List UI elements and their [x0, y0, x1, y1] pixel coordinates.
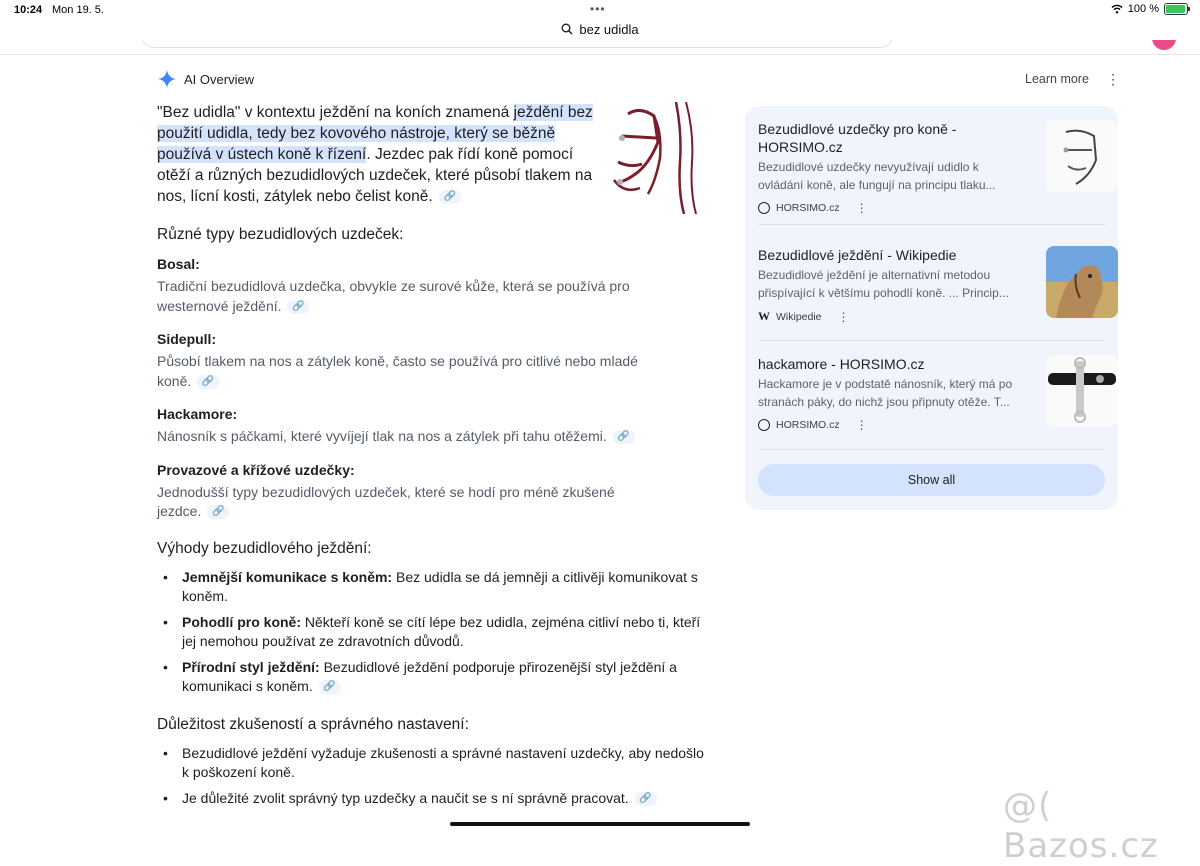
importance-text: Je důležité zvolit správný typ uzdečky a naučit se s ní správně pracovat. [182, 789, 629, 806]
type-name: Sidepull: [157, 331, 217, 347]
benefit-text: Bez udidla se dá jemněji a citlivěji komunikovat s koněm. [182, 568, 698, 604]
intro-text-1: "Bez udidla" v kontextu ježdění na koních znamená [157, 104, 514, 121]
horsimo-favicon-icon [758, 419, 770, 431]
status-date: Mon 19. 5. [52, 4, 104, 16]
source-card[interactable] [758, 246, 1106, 324]
home-indicator[interactable] [450, 822, 750, 826]
wikipedia-icon: W [758, 309, 770, 323]
status-indicators [1111, 3, 1188, 15]
benefit-title: Přírodní styl ježdění: [182, 658, 320, 675]
battery-percent: 100 % [1127, 3, 1159, 15]
type-name: Hackamore: [157, 406, 238, 422]
importance-list [157, 744, 713, 809]
source-title[interactable]: Bezudidlové ježdění - Wikipedie [758, 247, 957, 263]
type-desc-text: Tradiční bezudidlová uzdečka, obvykle ze surové kůže, která se používá pro westernové ježdění. [157, 278, 630, 314]
benefit-text: Bezudidlové ježdění podporuje přirozenější styl ježdění a komunikaci s koněm. [182, 658, 677, 694]
benefits-list [157, 568, 713, 697]
source-link-icon[interactable]: 🔗 [207, 505, 229, 519]
type-desc-text: Nánosník s páčkami, které vyvíjejí tlak na nos a zátylek při tahu otěžemi. [157, 428, 607, 444]
source-thumbnail[interactable] [1046, 246, 1118, 318]
search-box-fragment[interactable] [140, 40, 894, 48]
source-card[interactable] [758, 355, 1106, 432]
source-link-icon[interactable]: 🔗 [439, 190, 461, 204]
source-title[interactable]: hackamore - HORSIMO.cz [758, 356, 925, 372]
list-item [157, 658, 712, 697]
list-item [157, 613, 712, 652]
type-item [157, 406, 713, 447]
benefit-title: Pohodlí pro koně: [182, 613, 301, 630]
source-site-name: HORSIMO.cz [776, 419, 840, 431]
ai-overview-header [158, 70, 254, 88]
horsimo-favicon-icon [758, 202, 770, 214]
learn-more-link[interactable]: Learn more [1025, 72, 1089, 86]
status-time: 10:24 [14, 4, 43, 16]
source-link-icon[interactable]: 🔗 [613, 430, 635, 444]
bitless-bridle-image[interactable] [610, 102, 702, 214]
more-options-icon[interactable]: ⋮ [855, 201, 868, 215]
address-query: bez udidla [579, 21, 639, 37]
type-desc [157, 483, 637, 522]
wifi-icon [1111, 4, 1123, 14]
more-options-icon[interactable]: ⋮ [855, 418, 868, 432]
type-name: Bosal: [157, 256, 200, 272]
intro-paragraph [157, 102, 597, 207]
source-site-name: HORSIMO.cz [776, 202, 840, 214]
source-link-icon[interactable]: 🔗 [319, 680, 341, 694]
divider [758, 449, 1106, 450]
google-logo-fragment-icon[interactable] [26, 40, 106, 55]
type-name: Provazové a křížové uzdečky: [157, 461, 355, 478]
intro-text-2: . Jezdec pak řídí koně pomocí otěží a různých bezudidlových uzdeček, které působí tlakem na nos, lícní kosti, zátylek nebo čelist koně. [157, 146, 593, 205]
types-heading: Různé typy bezudidlových uzdeček: [157, 226, 404, 243]
source-site-name: Wikipedie [776, 310, 822, 323]
gemini-sparkle-icon [158, 70, 176, 88]
benefit-text: Někteří koně se cítí lépe bez udidla, zejména citliví nebo ti, kteří jej nemohou používat ze zdravotních důvodů. [182, 613, 701, 649]
intro-highlight: ježdění bez použití udidla, tedy bez kovového nástroje, který se běžně používá v ústech koně k řízení [157, 104, 593, 163]
type-item [157, 462, 713, 522]
type-desc-text: Působí tlakem na nos a zátylek koně, často se používá pro citlivé nebo mladé koně. [157, 353, 638, 389]
type-item [157, 256, 713, 316]
more-options-icon[interactable]: ⋮ [1106, 71, 1120, 87]
source-site [758, 201, 1106, 215]
list-item [157, 789, 712, 809]
type-desc-text: Jednodušší typy bezudidlových uzdeček, které se hodí pro méně zkušené jezdce. [157, 483, 615, 519]
address-bar[interactable] [0, 18, 1200, 40]
sources-panel [745, 106, 1118, 510]
multitasking-dots-icon[interactable]: ••• [590, 2, 606, 16]
list-item: • Bezudidlové ježdění vyžaduje zkušenosti a správné nastavení uzdečky, aby nedošlo k poškození koně. [157, 744, 712, 783]
search-icon [561, 23, 573, 35]
source-snippet: Bezudidlové uzdečky nevyužívají udidlo k ovládání koně, ale fungují na principu tlaku... [758, 160, 996, 192]
divider [758, 224, 1106, 225]
page-header-fragment [0, 40, 1200, 55]
source-card[interactable] [758, 120, 1106, 215]
source-link-icon[interactable]: 🔗 [287, 300, 309, 314]
divider [758, 340, 1106, 341]
list-item [157, 568, 712, 607]
source-thumbnail[interactable] [1046, 355, 1118, 427]
benefits-heading: Výhody bezudidlového ježdění: [157, 539, 372, 557]
type-desc [157, 277, 657, 316]
type-item [157, 331, 713, 391]
source-link-icon[interactable]: 🔗 [635, 792, 657, 806]
source-link-icon[interactable]: 🔗 [197, 375, 219, 389]
watermark: @( Bazos.cz [1003, 786, 1159, 866]
type-desc [157, 352, 652, 391]
source-title[interactable]: Bezudidlové uzdečky pro koně - HORSIMO.cz [758, 121, 957, 155]
source-snippet: Hackamore je v podstatě nánosník, který má po stranách páky, do nichž jsou připnuty otěže. T... [758, 377, 1013, 409]
type-desc [157, 427, 657, 447]
battery-icon [1164, 3, 1188, 15]
avatar[interactable] [1152, 40, 1176, 50]
ai-overview-content [157, 102, 713, 808]
importance-heading: Důležitost zkušeností a správného nastavení: [157, 715, 469, 733]
ai-overview-title: AI Overview [184, 71, 255, 87]
source-thumbnail[interactable] [1046, 120, 1118, 192]
show-all-button[interactable]: Show all [758, 464, 1105, 496]
source-snippet: Bezudidlové ježdění je alternativní metodou přispívající k většímu pohodlí koně. ... Princip... [758, 268, 1009, 300]
benefit-title: Jemnější komunikace s koněm: [182, 568, 393, 585]
more-options-icon[interactable]: ⋮ [837, 309, 850, 324]
